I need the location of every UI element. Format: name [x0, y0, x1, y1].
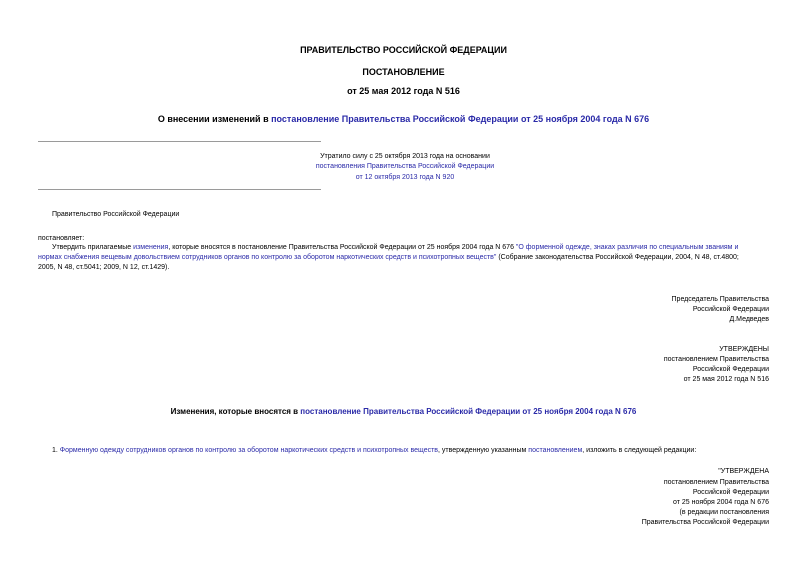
decree-676-link-b[interactable]: нормах снабжения вещевым довольствием сотрудников органов по контролю за оборотом наркотических средств и психотропных веществ" [38, 254, 497, 261]
doc-title-link[interactable]: постановление Правительства Российской Федерации от 25 ноября 2004 года N 676 [271, 114, 650, 124]
changes-title-prefix: Изменения, которые вносятся в [170, 407, 301, 416]
decides-label: постановляет: [38, 235, 85, 242]
paragraph-1-line-2 [38, 254, 770, 261]
p1-suffix: (Собрание законодательства Российской Федерации, 2004, N 48, ст.4800; [496, 254, 739, 261]
status-line-1: Утратило силу с 25 октября 2013 года на основании [320, 153, 490, 160]
decree-676-link-a[interactable]: "О форменной одежде, знаках различия по специальным званиям и [515, 244, 739, 251]
approved-line-1: УТВЕРЖДЕНЫ [719, 346, 769, 353]
status-link-line-3[interactable]: от 12 октября 2013 года N 920 [355, 174, 455, 181]
item-1-suffix: , изложить в следующей редакции: [582, 447, 697, 454]
approved2-line-2: постановлением Правительства [663, 479, 769, 486]
doc-title-prefix: О внесении изменений в [157, 114, 272, 124]
government-label: Правительство Российской Федерации [52, 211, 180, 218]
approved2-line-4: от 25 ноября 2004 года N 676 [673, 499, 769, 506]
signature-line-1: Председатель Правительства [671, 296, 769, 303]
doc-type-heading: ПОСТАНОВЛЕНИЕ [362, 67, 445, 77]
approved2-line-1: "УТВЕРЖДЕНА [718, 468, 769, 475]
approved-line-3: Российской Федерации [692, 366, 769, 373]
approved-line-4: от 25 мая 2012 года N 516 [683, 376, 769, 383]
p1-mid: , которые вносятся в постановление Правительства Российской Федерации от 25 ноября 2004 года N 676 [168, 244, 516, 251]
changes-title-link[interactable]: постановление Правительства Российской Федерации от 25 ноября 2004 года N 676 [300, 407, 637, 416]
approved2-line-3: Российской Федерации [692, 489, 769, 496]
paragraph-1-line-1 [52, 244, 770, 251]
p1-prefix: Утвердить прилагаемые [52, 244, 134, 251]
approved2-line-5: (в редакции постановления [679, 509, 769, 516]
changes-link[interactable]: изменения [133, 244, 169, 251]
approved-line-2: постановлением Правительства [663, 356, 769, 363]
status-link-line-2[interactable]: постановления Правительства Российской Федерации [315, 163, 495, 170]
signature-line-2: Российской Федерации [692, 306, 769, 313]
item-1-mid: , утвержденную указанным [438, 447, 529, 454]
divider-bottom [38, 189, 321, 190]
approved2-line-6: Правительства Российской Федерации [641, 519, 769, 526]
changes-title [0, 407, 807, 416]
org-heading: ПРАВИТЕЛЬСТВО РОССИЙСКОЙ ФЕДЕРАЦИИ [300, 45, 507, 55]
uniform-link[interactable]: Форменную одежду сотрудников органов по контролю за оборотом наркотических средств и психотропных веществ [59, 447, 439, 454]
signature-name: Д.Медведев [729, 316, 769, 323]
item-1-number: 1. [52, 447, 60, 454]
divider-top [38, 141, 321, 142]
decree-link[interactable]: постановлением [528, 447, 583, 454]
doc-title [0, 114, 807, 124]
item-1 [52, 447, 696, 454]
date-number: от 25 мая 2012 года N 516 [347, 86, 460, 96]
paragraph-1-line-3: 2005, N 48, ст.5041; 2009, N 12, ст.1429). [38, 264, 170, 271]
